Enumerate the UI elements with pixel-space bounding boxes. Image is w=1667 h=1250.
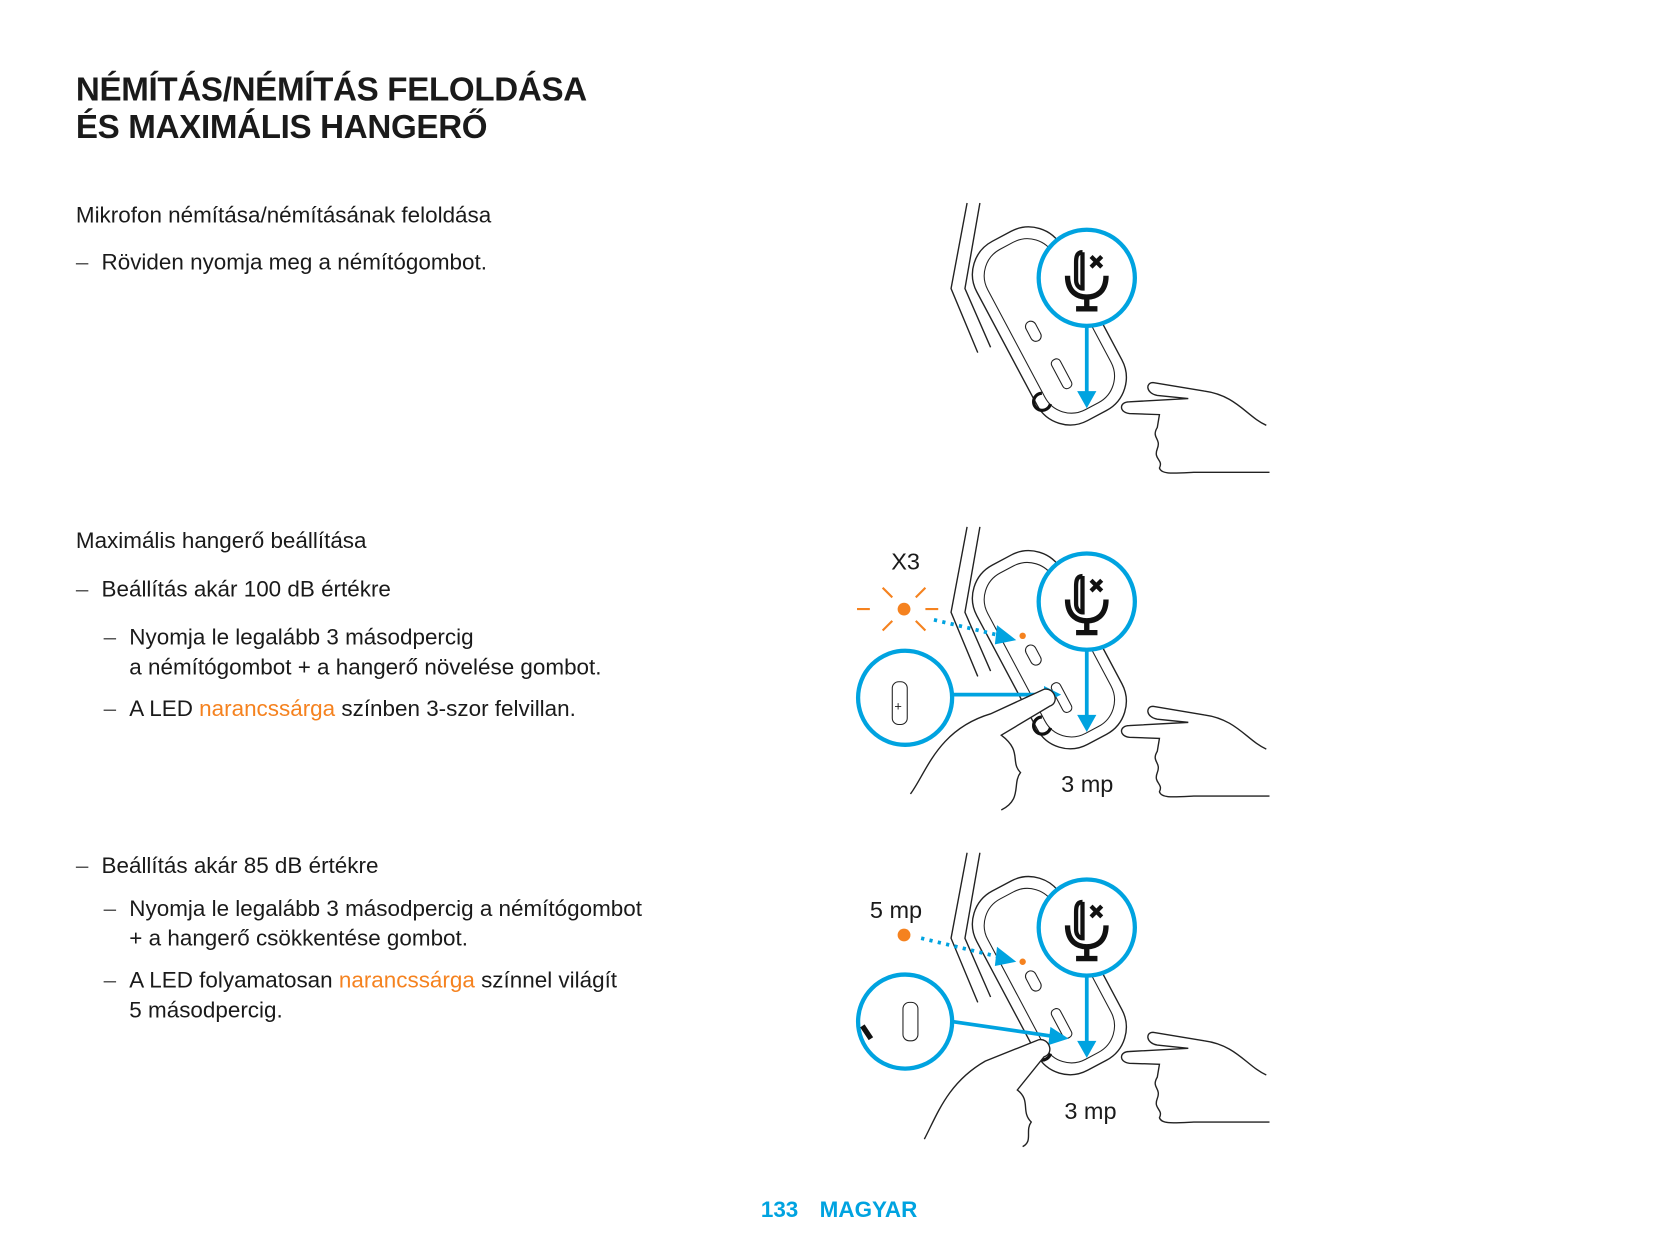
hold-time-label: 3 mp [1064, 1097, 1117, 1124]
max-85-figure [858, 853, 1269, 1147]
step-text: Nyomja le legalább 3 másodpercig [129, 625, 474, 650]
hand-illustration [1121, 383, 1269, 474]
dash: – [103, 696, 117, 722]
hand-illustration [924, 1040, 1050, 1147]
led-dot [1019, 633, 1025, 639]
step-text: A LED [129, 696, 200, 722]
blink-count-label: X3 [891, 548, 920, 575]
step-text-cont: + a hangerő csökkentése gombot. [129, 926, 469, 952]
language-label: MAGYAR [819, 1197, 918, 1223]
dash: – [103, 896, 117, 922]
title-line-2: ÉS MAXIMÁLIS HANGERŐ [75, 107, 488, 146]
dash: – [75, 853, 89, 879]
dash: – [103, 968, 117, 993]
max-100-figure [857, 527, 1269, 810]
step-text: színnel világít [474, 968, 618, 993]
orange-highlight: narancssárga [338, 968, 475, 993]
step-text-cont: a némítógombot + a hangerő növelése gombot. [129, 655, 602, 680]
step-text: Röviden nyomja meg a némítógombot. [101, 250, 487, 275]
step-text: A LED folyamatosan [129, 968, 339, 993]
hold-time-label: 3 mp [1061, 770, 1114, 797]
option-text: Beállítás akár 100 dB értékre [101, 577, 391, 602]
step-text: Nyomja le legalább 3 másodpercig a némítógombot [129, 896, 642, 922]
led-blink-icon [857, 588, 938, 631]
dash: – [103, 625, 117, 650]
step-text-cont: 5 másodpercig. [129, 998, 283, 1023]
led-dot [1019, 959, 1025, 965]
orange-highlight: narancssárga [199, 696, 336, 722]
page-footer [761, 1198, 917, 1224]
option-text: Beállítás akár 85 dB értékre [101, 853, 379, 879]
title-line-1: NÉMÍTÁS/NÉMÍTÁS FELOLDÁSA [75, 70, 587, 108]
page-number: 133 [760, 1197, 799, 1223]
mute-heading: Mikrofon némítása/némításának feloldása [75, 203, 492, 228]
step-text: színben 3-szor felvillan. [335, 696, 576, 722]
mute-figure [951, 203, 1269, 473]
hand-illustration [1121, 1032, 1269, 1123]
led-duration-label: 5 mp [869, 896, 923, 923]
dash: – [75, 577, 89, 602]
svg-text:+: + [894, 698, 902, 714]
max-volume-heading: Maximális hangerő beállítása [75, 528, 367, 554]
dash: – [75, 250, 89, 275]
hand-illustration [1121, 706, 1269, 797]
led-steady-icon [898, 929, 911, 942]
